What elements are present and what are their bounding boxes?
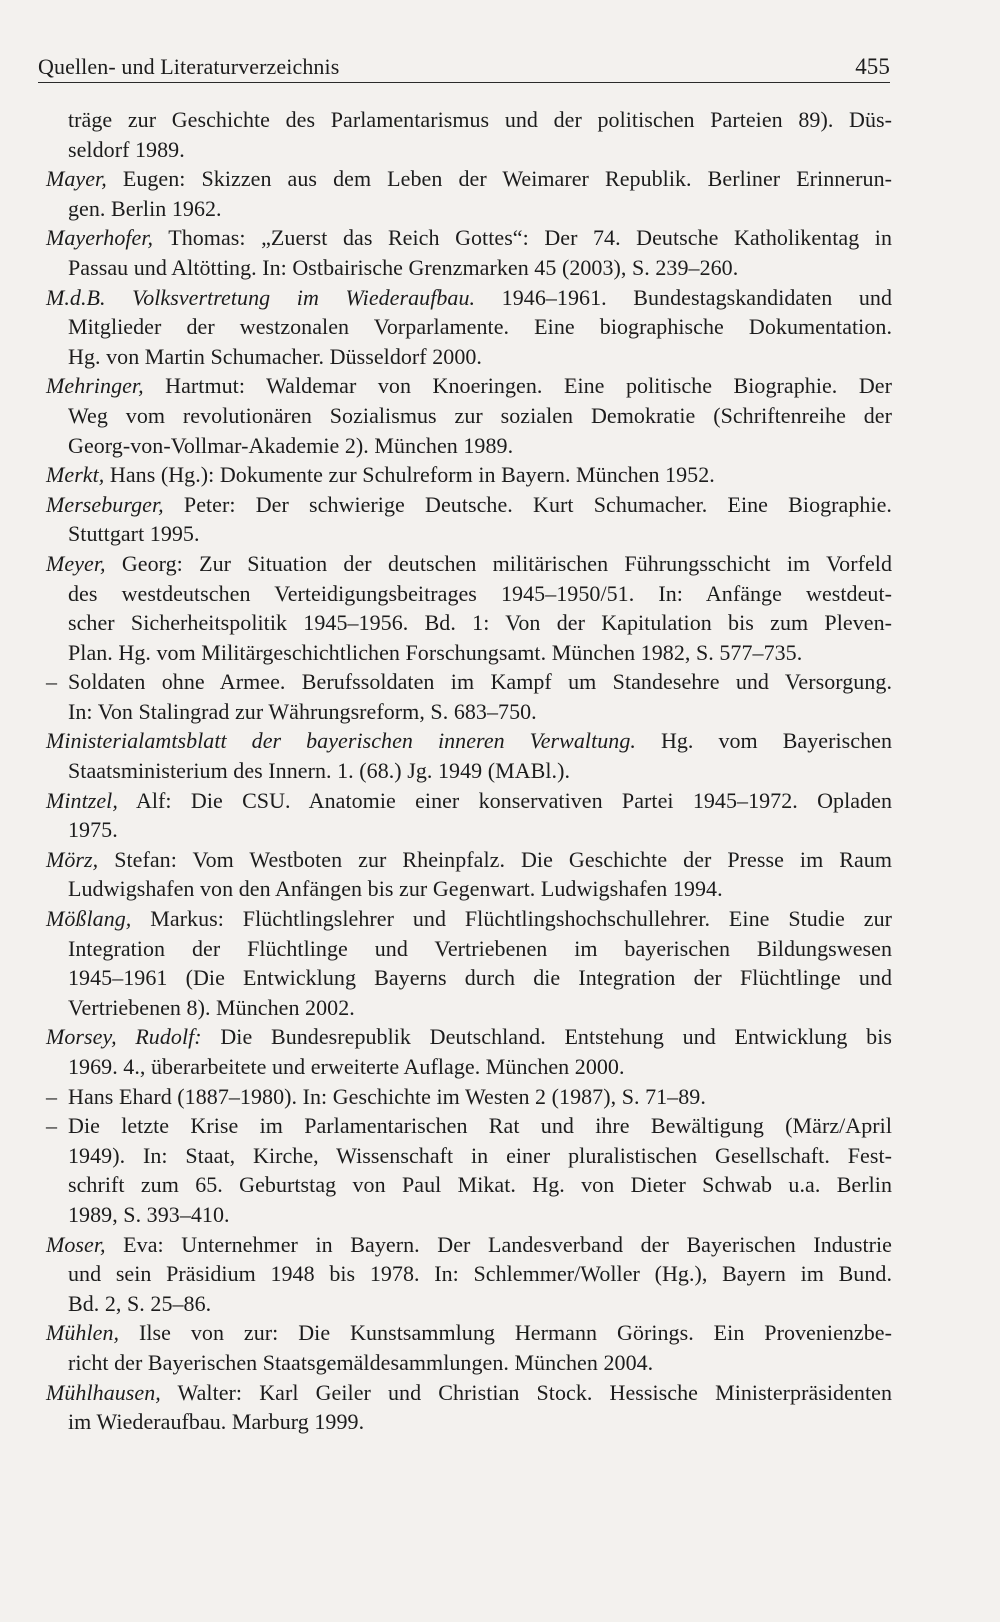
bibliography-entry	[46, 223, 892, 282]
entry-line	[46, 519, 892, 549]
entry-line	[46, 342, 892, 372]
entry-line	[46, 993, 892, 1023]
entry-text: Walter: Karl Geiler und Christian Stock. Hessische Ministerpräsidenten	[160, 1379, 892, 1405]
page-number: 455	[855, 54, 890, 79]
entry-line	[46, 1052, 892, 1082]
entry-italic-text: Mühlen,	[46, 1320, 120, 1346]
entry-text: Alf: Die CSU. Anatomie einer konservativen Partei 1945–1972. Opladen	[117, 787, 892, 813]
entry-line	[46, 1348, 892, 1378]
entry-text: schrift zum 65. Geburtstag von Paul Mikat. Hg. von Dieter Schwab u.a. Berlin	[68, 1172, 892, 1198]
entry-line	[46, 549, 892, 579]
entry-line	[46, 1230, 892, 1260]
entry-text: Georg-von-Vollmar-Akademie 2). München 1989.	[68, 432, 514, 458]
entry-line	[46, 1407, 892, 1437]
bibliography-entry	[46, 371, 892, 460]
same-author-dash: –	[46, 669, 58, 695]
entry-line	[46, 1259, 892, 1289]
running-header	[38, 44, 890, 83]
entry-text: richt der Bayerischen Staatsgemäldesammlungen. München 2004.	[68, 1349, 654, 1375]
entry-text: seldorf 1989.	[68, 136, 185, 162]
bibliography-entry	[46, 845, 892, 904]
bibliography-entry	[46, 786, 892, 845]
bibliography-entry	[46, 460, 892, 490]
bibliography-entry	[46, 1318, 892, 1377]
entry-text: Staatsministerium des Innern. 1. (68.) Jg. 1949 (MABl.).	[68, 758, 571, 784]
entry-text: gen. Berlin 1962.	[68, 195, 222, 221]
entry-line	[46, 1111, 892, 1141]
entry-line	[46, 1022, 892, 1052]
entry-line	[46, 845, 892, 875]
entry-text: Mitglieder der westzonalen Vorparlamente. Eine biographische Dokumentation.	[68, 314, 892, 340]
entry-text: 1989, S. 393–410.	[68, 1201, 230, 1227]
entry-text: Hg. von Martin Schumacher. Düsseldorf 2000.	[68, 343, 482, 369]
entry-line	[46, 312, 892, 342]
entry-line	[46, 786, 892, 816]
entry-text: 1975.	[68, 817, 118, 843]
entry-text: Plan. Hg. vom Militärgeschichtlichen Forschungsamt. München 1982, S. 577–735.	[68, 639, 803, 665]
bibliography-entry	[46, 1022, 892, 1081]
entry-line	[46, 1289, 892, 1319]
entry-line	[46, 904, 892, 934]
entry-line	[46, 490, 892, 520]
bibliography-entry	[46, 1378, 892, 1437]
entry-line	[46, 934, 892, 964]
bibliography-list	[46, 105, 892, 1437]
entry-text: und sein Präsidium 1948 bis 1978. In: Schlemmer/Woller (Hg.), Bayern im Bund.	[68, 1261, 892, 1287]
entry-line	[46, 608, 892, 638]
entry-text: Ilse von zur: Die Kunstsammlung Hermann Görings. Ein Provenienzbe-	[119, 1320, 892, 1346]
entry-text: Thomas: „Zuerst das Reich Gottes“: Der 74. Deutsche Katholikentag in	[153, 225, 892, 251]
entry-text: Hg. vom Bayerischen	[635, 728, 892, 754]
same-author-dash: –	[46, 1113, 58, 1139]
entry-line	[46, 401, 892, 431]
entry-italic-text: Mößlang,	[46, 906, 132, 932]
entry-line	[46, 1200, 892, 1230]
entry-italic-text: Mayerhofer,	[46, 225, 154, 251]
bibliography-entry	[46, 549, 892, 667]
entry-line	[46, 874, 892, 904]
running-header-title: Quellen- und Literaturverzeichnis	[38, 54, 340, 79]
entry-line	[46, 756, 892, 786]
entry-text: Hans Ehard (1887–1980). In: Geschichte im Westen 2 (1987), S. 71–89.	[68, 1083, 706, 1109]
entry-text: Bd. 2, S. 25–86.	[68, 1290, 212, 1316]
bibliography-entry	[46, 726, 892, 785]
entry-italic-text: Ministerialamtsblatt der bayerischen inneren Verwaltung.	[46, 728, 636, 754]
entry-line	[46, 105, 892, 135]
entry-line	[46, 963, 892, 993]
bibliography-entry	[46, 1230, 892, 1319]
bibliography-entry	[46, 667, 892, 726]
entry-line	[46, 283, 892, 313]
bibliography-entry	[46, 105, 892, 164]
entry-text: Eugen: Skizzen aus dem Leben der Weimarer Republik. Berliner Erinnerun-	[106, 166, 892, 192]
entry-line	[46, 1378, 892, 1408]
entry-text: Integration der Flüchtlinge und Vertriebenen im bayerischen Bildungswesen	[68, 935, 892, 961]
entry-text: Soldaten ohne Armee. Berufssoldaten im Kampf um Standesehre und Versorgung.	[68, 669, 892, 695]
entry-line	[46, 253, 892, 283]
entry-italic-text: Mintzel,	[46, 787, 118, 813]
entry-italic-text: Mehringer,	[46, 373, 144, 399]
entry-text: 1969. 4., überarbeitete und erweiterte Auflage. München 2000.	[68, 1054, 625, 1079]
entry-italic-text: Mayer,	[46, 166, 107, 192]
entry-line	[46, 194, 892, 224]
entry-italic-text: Morsey, Rudolf:	[46, 1024, 202, 1050]
entry-line	[46, 1170, 892, 1200]
entry-line	[46, 697, 892, 727]
entry-text: träge zur Geschichte des Parlamentarismus und der politischen Parteien 89). Düs-	[68, 107, 892, 132]
same-author-dash: –	[46, 1083, 58, 1109]
entry-line	[46, 815, 892, 845]
bibliography-entry	[46, 283, 892, 372]
entry-text: Markus: Flüchtlingslehrer und Flüchtlingshochschullehrer. Eine Studie zur	[131, 906, 892, 932]
entry-text: scher Sicherheitspolitik 1945–1956. Bd. 1: Von der Kapitulation bis zum Pleven-	[68, 610, 892, 636]
entry-text: Hartmut: Waldemar von Knoeringen. Eine politische Biographie. Der	[143, 373, 892, 399]
entry-text: Stefan: Vom Westboten zur Rheinpfalz. Die Geschichte der Presse im Raum	[98, 846, 892, 872]
entry-text: Ludwigshafen von den Anfängen bis zur Gegenwart. Ludwigshafen 1994.	[68, 876, 723, 902]
entry-text: im Wiederaufbau. Marburg 1999.	[68, 1409, 365, 1435]
entry-italic-text: Merkt,	[46, 462, 105, 488]
entry-italic-text: Merseburger,	[46, 491, 164, 517]
entry-line	[46, 638, 892, 668]
entry-italic-text: Mörz,	[46, 846, 99, 872]
entry-text: Stuttgart 1995.	[68, 521, 200, 547]
entry-text: In: Von Stalingrad zur Währungsreform, S. 683–750.	[68, 698, 537, 724]
entry-text: 1949). In: Staat, Kirche, Wissenschaft in einer pluralistischen Gesellschaft. Fest-	[68, 1142, 892, 1168]
entry-line	[46, 135, 892, 165]
entry-italic-text: Mühlhausen,	[46, 1379, 161, 1405]
bibliography-entry	[46, 1111, 892, 1229]
bibliography-entry	[46, 164, 892, 223]
entry-line	[46, 579, 892, 609]
entry-text: Die Bundesrepublik Deutschland. Entstehung und Entwicklung bis	[201, 1024, 892, 1050]
bibliography-entry	[46, 490, 892, 549]
entry-line	[46, 726, 892, 756]
entry-text: 1945–1961 (Die Entwicklung Bayerns durch die Integration der Flüchtlinge und	[68, 965, 892, 991]
entry-text: Weg vom revolutionären Sozialismus zur sozialen Demokratie (Schriftenreihe der	[68, 402, 892, 428]
entry-italic-text: M.d.B. Volksvertretung im Wiederaufbau.	[46, 284, 476, 310]
entry-line	[46, 667, 892, 697]
bibliography-entry	[46, 904, 892, 1022]
entry-line	[46, 164, 892, 194]
entry-text: Die letzte Krise im Parlamentarischen Rat und ihre Bewältigung (März/April	[68, 1113, 892, 1139]
entry-line	[46, 371, 892, 401]
entry-text: des westdeutschen Verteidigungsbeitrages 1945–1950/51. In: Anfänge westdeut-	[68, 580, 892, 606]
entry-text: 1946–1961. Bundestagskandidaten und	[475, 284, 892, 310]
entry-line	[46, 1082, 892, 1112]
entry-text: Vertriebenen 8). München 2002.	[68, 994, 355, 1020]
entry-italic-text: Moser,	[46, 1231, 106, 1257]
bibliography-entry	[46, 1082, 892, 1112]
entry-line	[46, 223, 892, 253]
entry-line	[46, 460, 892, 490]
entry-text: Hans (Hg.): Dokumente zur Schulreform in Bayern. München 1952.	[104, 462, 715, 488]
entry-text: Eva: Unternehmer in Bayern. Der Landesverband der Bayerischen Industrie	[105, 1231, 892, 1257]
entry-line	[46, 1318, 892, 1348]
entry-text: Passau und Altötting. In: Ostbairische Grenzmarken 45 (2003), S. 239–260.	[68, 254, 739, 280]
entry-text: Georg: Zur Situation der deutschen militärischen Führungsschicht im Vorfeld	[105, 550, 892, 576]
entry-line	[46, 431, 892, 461]
entry-text: Peter: Der schwierige Deutsche. Kurt Schumacher. Eine Biographie.	[163, 491, 892, 517]
entry-line	[46, 1141, 892, 1171]
entry-italic-text: Meyer,	[46, 550, 106, 576]
